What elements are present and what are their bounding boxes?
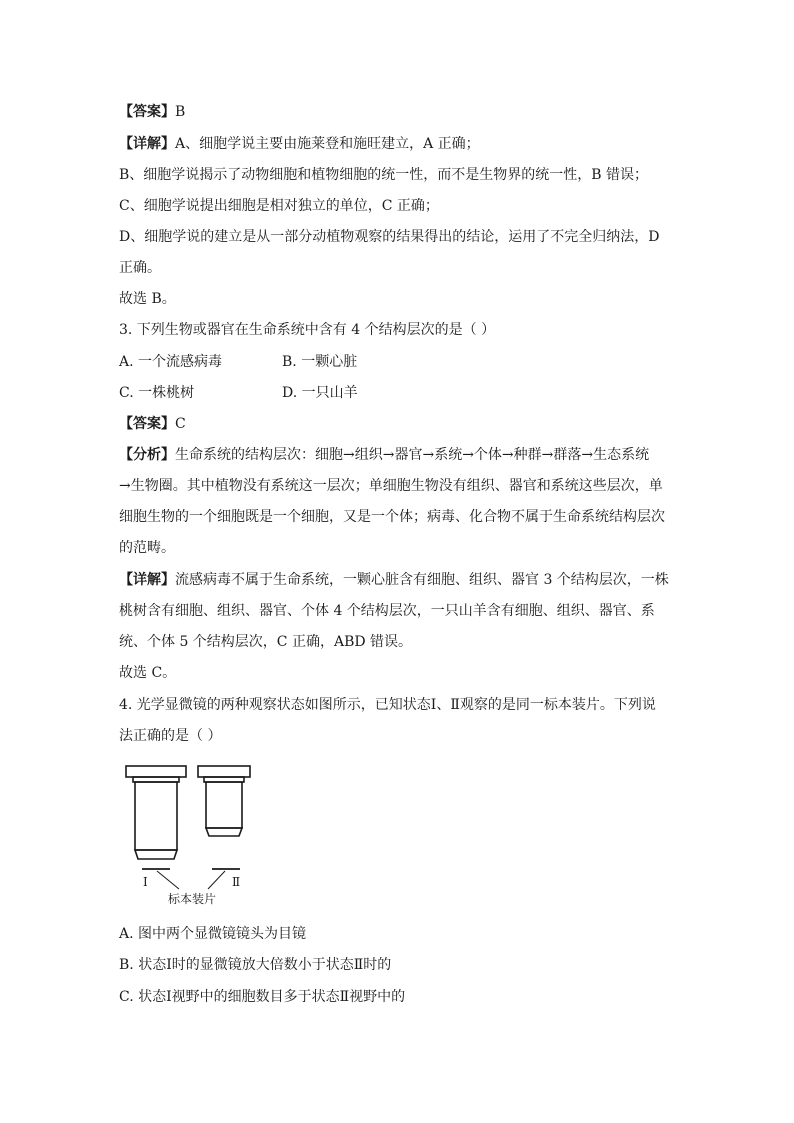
q4-option-b: B. 状态Ⅰ时的显微镜放大倍数小于状态Ⅱ时的 [119, 957, 392, 973]
q3-answer-line [119, 415, 186, 433]
objective-lenses-diagram [124, 760, 274, 910]
answer-value: C [175, 416, 186, 432]
q2-detail-line-4: D、细胞学说的建立是从一部分动植物观察的结果得出的结论，运用了不完全归纳法，D [119, 229, 660, 245]
q3-analysis-line-1 [119, 446, 649, 464]
q4-option-a: A. 图中两个显微镜镜头为目镜 [119, 926, 307, 942]
pointer-line-ii [208, 871, 225, 889]
q3-option-a: A. 一个流感病毒 [119, 354, 223, 370]
q4-stem-line-2: 法正确的是（ ） [119, 728, 222, 744]
slide-caption: 标本装片 [168, 892, 217, 906]
answer-tag: 【答案】 [119, 416, 175, 432]
objective-lens-ii [198, 766, 250, 836]
q2-detail-line-1 [119, 135, 480, 153]
q3-detail-line-1 [119, 571, 669, 589]
q4-stem-line-1: 4. 光学显微镜的两种观察状态如图所示，已知状态Ⅰ、Ⅱ观察的是同一标本装片。下列说 [119, 697, 656, 713]
microscope-figure [124, 760, 274, 910]
answer-value: B [175, 104, 186, 120]
q3-detail-line-2: 桃树含有细胞、组织、器官、个体 4 个结构层次，一只山羊含有细胞、组织、器官、系 [119, 603, 655, 619]
objective-lens-i [126, 766, 186, 859]
q2-detail-line-3: C、细胞学说提出细胞是相对独立的单位，C 正确； [119, 198, 439, 214]
q2-detail-line-2: B、细胞学说揭示了动物细胞和植物细胞的统一性，而不是生物界的统一性，B 错误； [119, 167, 649, 183]
q4-option-c: C. 状态Ⅰ视野中的细胞数目多于状态Ⅱ视野中的 [119, 989, 406, 1005]
q3-conclusion: 故选 C。 [119, 665, 177, 681]
answer-tag: 【答案】 [119, 104, 175, 120]
detail-text: 流感病毒不属于生命系统，一颗心脏含有细胞、组织、器官 3 个结构层次，一株 [175, 572, 669, 588]
q3-analysis-line-4: 的范畴。 [119, 540, 175, 556]
q3-option-c: C. 一株桃树 [119, 385, 195, 401]
q3-analysis-line-3: 细胞生物的一个细胞既是一个细胞，又是一个体；病毒、化合物不属于生命系统结构层次 [119, 509, 665, 525]
q2-conclusion: 故选 B。 [119, 291, 176, 307]
label-i: Ⅰ [143, 875, 148, 889]
label-ii: Ⅱ [232, 875, 241, 889]
analysis-text: 生命系统的结构层次：细胞→组织→器官→系统→个体→种群→群落→生态系统 [175, 447, 650, 463]
q3-analysis-line-2: →生物圈。其中植物没有系统这一层次；单细胞生物没有组织、器官和系统这些层次，单 [119, 478, 663, 494]
q3-option-d: D. 一只山羊 [282, 385, 358, 401]
q2-answer-line [119, 103, 185, 121]
q2-detail-line-5: 正确。 [119, 260, 161, 276]
q3-option-b: B. 一颗心脏 [282, 354, 358, 370]
analysis-tag: 【分析】 [119, 447, 175, 463]
q3-stem: 3. 下列生物或器官在生命系统中含有 4 个结构层次的是（ ） [119, 322, 496, 338]
detail-tag: 【详解】 [119, 136, 175, 152]
pointer-line-i [157, 871, 179, 889]
q3-detail-line-3: 统、个体 5 个结构层次，C 正确，ABD 错误。 [119, 634, 413, 650]
detail-text: A、细胞学说主要由施莱登和施旺建立，A 正确； [175, 136, 480, 152]
detail-tag: 【详解】 [119, 572, 175, 588]
